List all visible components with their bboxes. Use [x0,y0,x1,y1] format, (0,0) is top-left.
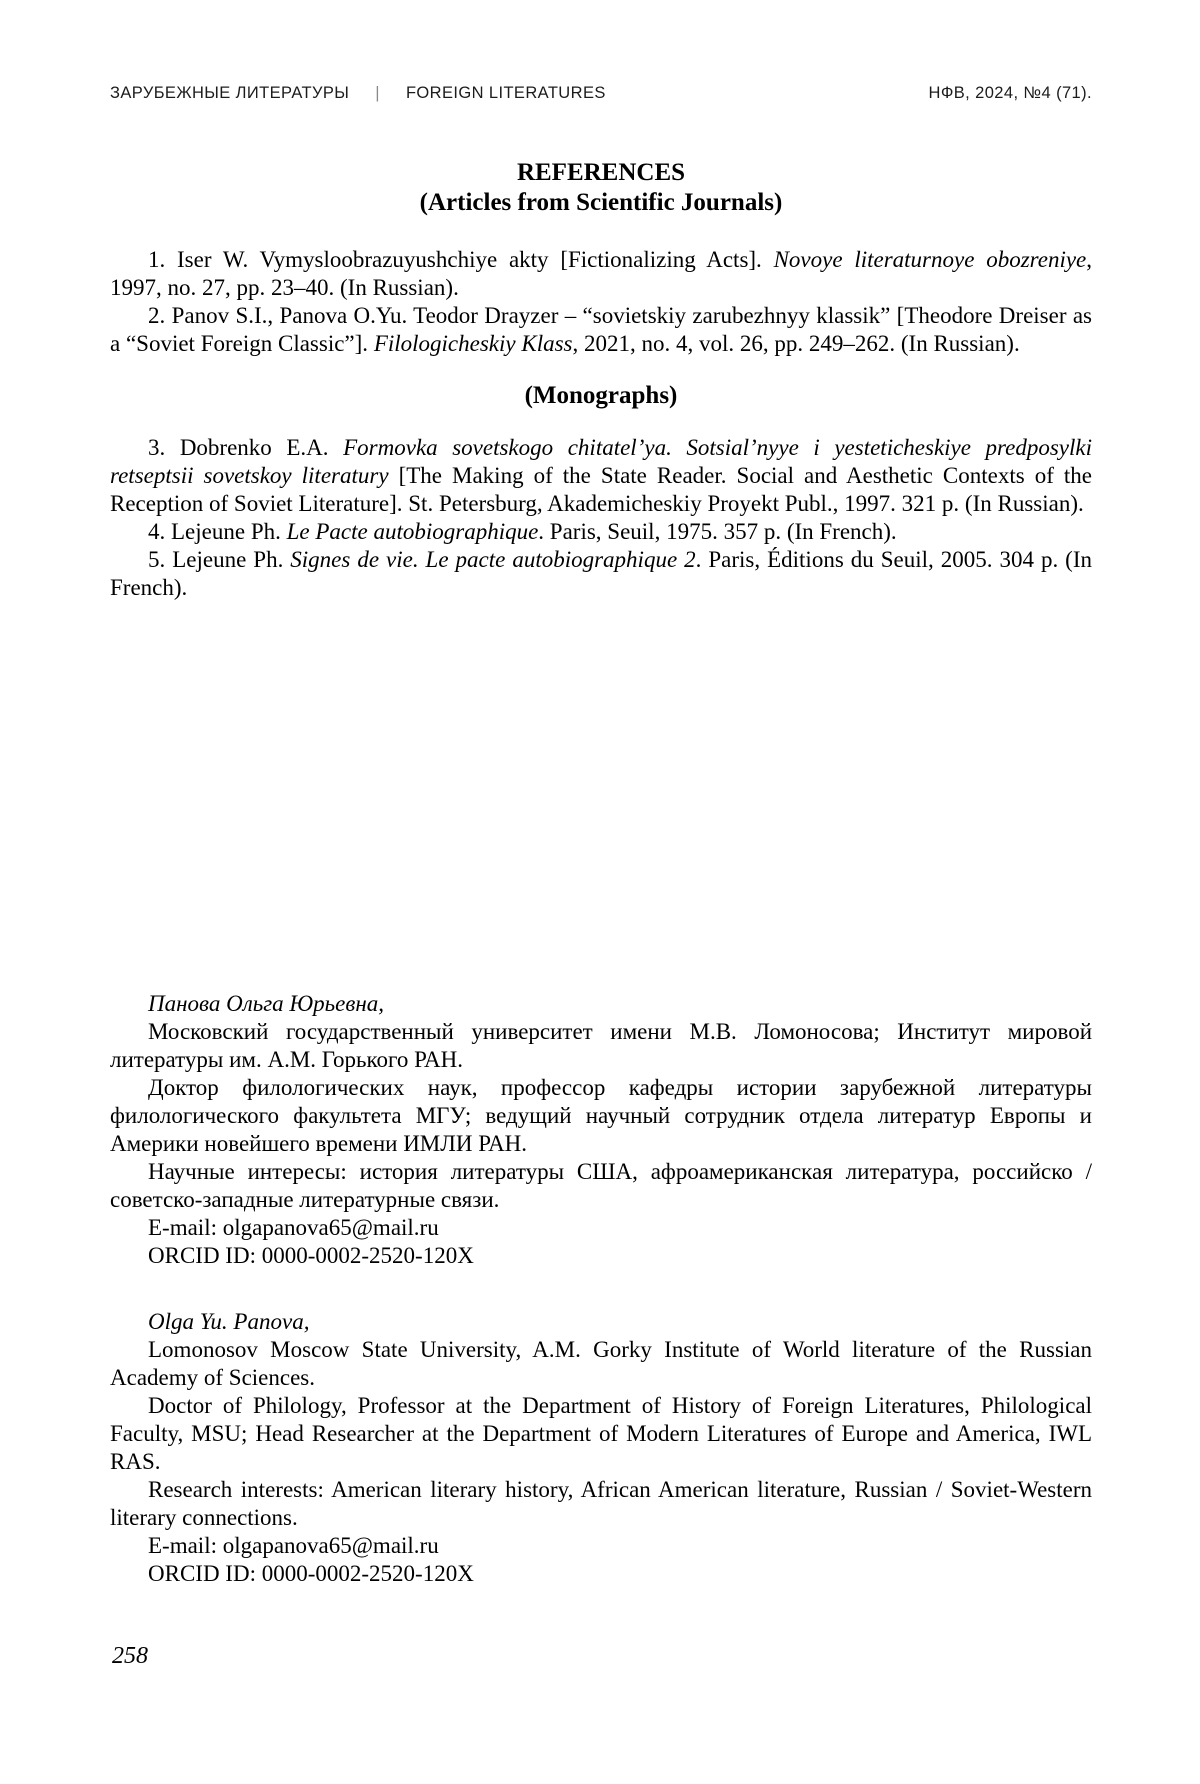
research-interests-en: Research interests: American literary history, African American literature, Russian / Soviet-Western literary connections. [110,1477,1092,1530]
author-bio-russian [110,990,1092,1270]
affiliation-en: Lomonosov Moscow State University, A.M. Gorky Institute of World literature of the Russian Academy of Sciences. [110,1337,1092,1390]
reference-item-5: 5. Lejeune Ph. Signes de vie. Le pacte autobiographique 2. Paris, Éditions du Seuil, 2005. 304 p. (In French). [110,547,1092,600]
reference-item-1: 1. Iser W. Vymysloobrazuyushchiye akty [Fictionalizing Acts]. Novoye literaturnoye obozreniye, 1997, no. 27, pp. 23–40. (In Russian). [110,247,1093,300]
orcid-line-ru: ORCID ID: 0000-0002-2520-120X [148,1243,474,1268]
author-name-en: Olga Yu. Panova, [148,1309,310,1334]
references-title [110,158,1092,218]
rubric-label-en: FOREIGN LITERATURES [405,84,606,102]
email-line-ru: E-mail: olgapanova65@mail.ru [148,1215,439,1240]
main-content [110,158,1092,602]
author-bio-english [110,1308,1092,1588]
running-head-rubric [110,84,606,103]
author-name-ru: Панова Ольга Юрьевна, [148,991,384,1016]
reference-item-3: 3. Dobrenko E.A. Formovka sovetskogo chitatel’ya. Sotsial’nyye i yesteticheskiye predposylki retseptsii sovetskoy literatury [The Making of the State Reader. Social and Aesthetic Contexts of the Reception of Soviet Literature]. St. Petersburg, Akademicheskiy Proyekt Publ., 1997. 321 p. (In Russian). [110,435,1093,516]
rubric-separator: | [375,84,380,102]
position-ru: Доктор филологических наук, профессор кафедры истории зарубежной литературы филологического факультета МГУ; ведущий научный сотрудник отдела литератур Европы и Америки новейшего времени ИМЛИ РАН. [110,1075,1092,1156]
research-interests-ru: Научные интересы: история литературы США, афроамериканская литература, российско / советско-западные литературные связи. [110,1159,1092,1212]
position-en: Doctor of Philology, Professor at the Department of History of Foreign Literatures, Philological Faculty, MSU; Head Researcher at the Department of Modern Literatures of Europe and America, IWL RAS. [110,1393,1092,1474]
affiliation-ru: Московский государственный университет имени М.В. Ломоносова; Институт мировой литературы им. А.М. Горького РАН. [110,1019,1092,1072]
journal-issue-label: НФВ, 2024, №4 (71). [928,84,1092,102]
running-head [110,84,1092,103]
page-number: 258 [112,1643,148,1669]
reference-item-4: 4. Lejeune Ph. Le Pacte autobiographique. Paris, Seuil, 1975. 357 p. (In French). [148,519,897,544]
monographs-reference-list [110,434,1092,602]
references-title-line2: (Articles from Scientific Journals) [419,189,783,216]
email-line-en: E-mail: olgapanova65@mail.ru [148,1533,439,1558]
orcid-line-en: ORCID ID: 0000-0002-2520-120X [148,1561,474,1586]
rubric-label-ru: ЗАРУБЕЖНЫЕ ЛИТЕРАТУРЫ [110,84,350,102]
reference-item-2: 2. Panov S.I., Panova O.Yu. Teodor Drayzer – “sovietskiy zarubezhnyy klassik” [Theodore Dreiser as a “Soviet Foreign Classic”]. Filologicheskiy Klass, 2021, no. 4, vol. 26, pp. 249–262. (In Russian). [110,303,1092,356]
monographs-heading: (Monographs) [524,382,678,409]
references-title-line1: REFERENCES [516,159,686,186]
journal-articles-reference-list [110,246,1092,358]
